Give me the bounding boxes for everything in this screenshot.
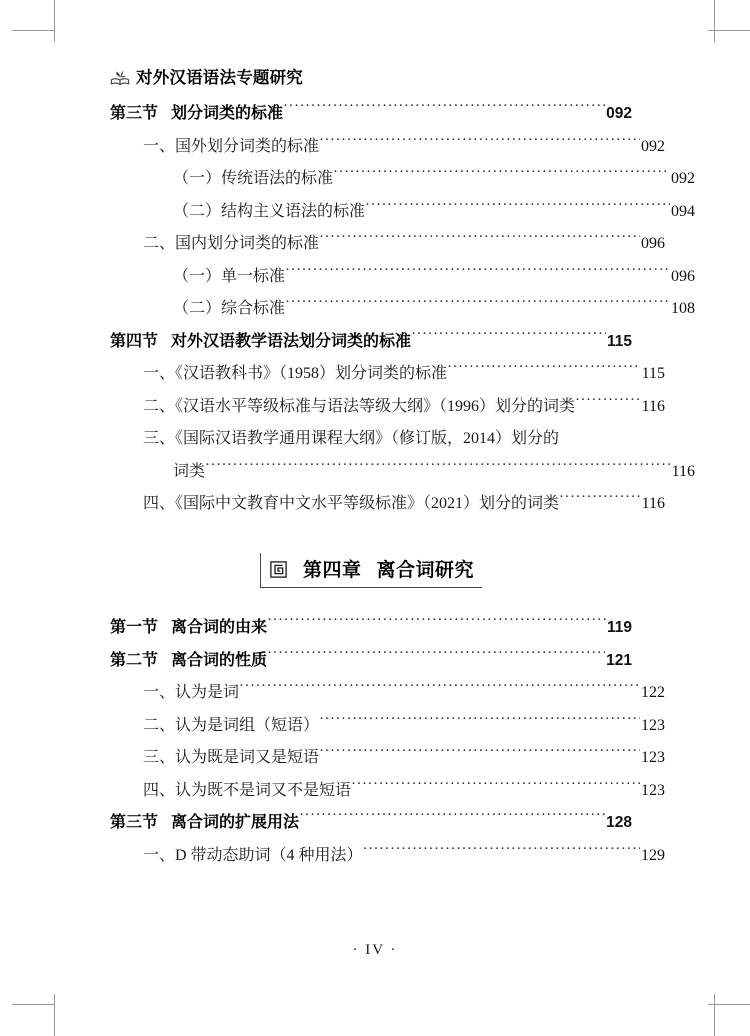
toc-leader-dots <box>365 200 670 216</box>
toc-entry-label <box>143 712 319 735</box>
toc-leader-dots <box>267 616 606 632</box>
toc-entry[interactable] <box>143 490 665 513</box>
toc-entry-label <box>143 133 319 156</box>
toc-entry-page-number: 092 <box>606 105 632 122</box>
toc-entry-page-number: 115 <box>641 365 665 382</box>
toc-entry-title: 三、《国际汉语教学通用课程大纲》（修订版，2014）划分的 <box>143 430 560 447</box>
toc-entry-title: （一）单一标准 <box>173 267 286 285</box>
toc-entry-title: 划分词类的标准 <box>171 105 284 122</box>
toc-entry-label <box>110 809 299 832</box>
crop-mark-top-left-horizontal <box>12 30 54 31</box>
toc-entry-section-number: 第二节 <box>110 651 159 669</box>
toc-leader-dots <box>283 102 605 118</box>
toc-leader-dots <box>267 649 605 665</box>
toc-entry-page-number: 123 <box>641 781 665 799</box>
crop-mark-top-left-vertical <box>54 0 55 42</box>
toc-entry-page-number: 128 <box>606 814 632 831</box>
toc-entry-title: （二）结构主义语法的标准 <box>173 202 366 220</box>
crop-mark-bottom-left-horizontal <box>12 1004 54 1005</box>
toc-entry-title: 离合词的性质 <box>171 651 268 669</box>
toc-entry[interactable] <box>143 360 665 383</box>
open-book-leaf-icon <box>110 67 131 87</box>
toc-entry-label <box>173 165 333 188</box>
toc-entry[interactable] <box>143 842 665 865</box>
square-spiral-ornament-icon <box>270 561 287 578</box>
toc-entry-label <box>143 425 559 448</box>
toc-leader-dots <box>285 297 670 313</box>
toc-entry[interactable] <box>173 263 695 286</box>
toc-entry-page-number: 092 <box>641 137 665 155</box>
toc-entry-page-number: 096 <box>641 235 665 252</box>
toc-leader-dots <box>333 167 670 183</box>
running-header-title: 对外汉语语法专题研究 <box>136 68 303 87</box>
toc-entry-label <box>143 360 447 383</box>
toc-entry[interactable] <box>143 777 665 800</box>
crop-mark-bottom-left-vertical <box>54 994 55 1036</box>
toc-leader-dots <box>299 811 605 827</box>
toc-entry-page-number: 123 <box>641 749 665 766</box>
toc-entry-section-number: 第四节 <box>110 332 159 350</box>
crop-mark-bottom-right-vertical <box>714 994 715 1036</box>
toc-entry-page-number: 115 <box>606 332 632 350</box>
toc-entry[interactable] <box>143 393 665 416</box>
toc-entry-label <box>143 679 239 702</box>
chapter-banner <box>110 553 632 588</box>
toc-entry-label <box>173 263 285 286</box>
toc-leader-dots <box>411 330 606 346</box>
toc-entry[interactable] <box>173 295 695 318</box>
toc-entry-title: 词类 <box>173 462 206 480</box>
toc-entry-label <box>110 100 283 123</box>
toc-entry-page-number: 123 <box>641 716 665 734</box>
toc-entry-label <box>173 458 205 481</box>
toc-entry[interactable] <box>143 230 665 253</box>
toc-entry-title: 对外汉语教学语法划分词类的标准 <box>171 332 412 350</box>
toc-entry-title: 一、国外划分词类的标准 <box>143 137 320 155</box>
toc-entry-page-number: 122 <box>641 684 665 701</box>
toc-entry-page-number: 096 <box>671 267 695 285</box>
toc-entry-page-number: 108 <box>671 300 695 317</box>
crop-mark-bottom-right-horizontal <box>708 1004 750 1005</box>
toc-leader-dots <box>447 362 641 378</box>
toc-leader-dots <box>319 746 640 762</box>
toc-entry-label <box>143 842 363 865</box>
toc-entry[interactable] <box>143 679 665 702</box>
toc-entry[interactable] <box>173 198 695 221</box>
chapter-title <box>303 555 474 582</box>
toc-entry-label <box>173 295 285 318</box>
toc-entry-title: 离合词的扩展用法 <box>171 814 300 831</box>
toc-entry-title: 四、《国际中文教育中文水平等级标准》（2021）划分的词类 <box>143 495 560 512</box>
toc-entry[interactable] <box>110 647 632 670</box>
crop-mark-top-right-horizontal <box>708 30 750 31</box>
chapter-name: 离合词研究 <box>376 560 475 581</box>
toc-entry-label <box>143 230 319 253</box>
page-body <box>110 60 695 980</box>
toc-entry[interactable] <box>143 712 665 735</box>
toc-entry-title: 离合词的由来 <box>171 619 268 636</box>
toc-entry-title: 二、国内划分词类的标准 <box>143 235 320 252</box>
toc-leader-dots <box>205 460 671 476</box>
page-number-folio: · IV · <box>352 942 398 958</box>
toc-entry-title: 一、D 带动态助词（4 种用法） <box>143 846 363 864</box>
toc-leader-dots <box>363 844 640 860</box>
toc-entry-title: （二）综合标准 <box>173 300 286 317</box>
running-header <box>110 60 632 86</box>
chapter-banner-box <box>260 553 482 588</box>
toc-entry-label <box>143 777 351 800</box>
toc-entry[interactable] <box>173 458 695 481</box>
toc-entry-page-number: 119 <box>606 619 632 636</box>
toc-entry-label <box>143 490 559 513</box>
toc-leader-dots <box>559 427 664 443</box>
toc-entry[interactable] <box>110 809 632 832</box>
toc-entry-page-number: 116 <box>641 397 665 415</box>
toc-entry-label <box>173 198 365 221</box>
toc-entry[interactable] <box>143 425 665 448</box>
toc-entry[interactable] <box>110 328 632 351</box>
toc-entry-page-number: 116 <box>671 462 695 480</box>
crop-mark-top-right-vertical <box>714 0 715 42</box>
toc-entry-section-number: 第一节 <box>110 619 159 636</box>
toc-entry-title: 四、认为既不是词又不是短语 <box>143 781 352 799</box>
toc-leader-dots <box>559 492 641 508</box>
toc-leader-dots <box>319 714 640 730</box>
toc-entry-title: 一、认为是词 <box>143 684 240 701</box>
toc-section-after-chapter <box>110 614 665 865</box>
toc-entry[interactable] <box>173 165 695 188</box>
toc-entry-page-number: 092 <box>671 170 695 187</box>
toc-entry-page-number: 094 <box>671 202 695 220</box>
toc-entry-title: 一、《汉语教科书》（1958）划分词类的标准 <box>143 365 448 382</box>
toc-entry[interactable] <box>110 100 632 123</box>
toc-entry[interactable] <box>143 133 665 156</box>
toc-entry-page-number: 116 <box>641 495 665 512</box>
toc-leader-dots <box>239 681 640 697</box>
toc-leader-dots <box>575 395 641 411</box>
toc-entry-page-number: 121 <box>606 651 632 669</box>
toc-section-before-chapter <box>110 100 695 513</box>
toc-entry-page-number: 129 <box>641 846 665 864</box>
toc-entry-label <box>143 393 575 416</box>
toc-entry-label <box>110 328 411 351</box>
toc-leader-dots <box>351 779 640 795</box>
toc-entry-title: 二、《汉语水平等级标准与语法等级大纲》（1996）划分的词类 <box>143 397 576 415</box>
toc-leader-dots <box>285 265 670 281</box>
toc-entry-section-number: 第三节 <box>110 814 159 831</box>
toc-entry-label <box>110 614 267 637</box>
toc-entry-title: 三、认为既是词又是短语 <box>143 749 320 766</box>
toc-entry-title: 二、认为是词组（短语） <box>143 716 320 734</box>
toc-entry-section-number: 第三节 <box>110 105 159 122</box>
toc-entry[interactable] <box>110 614 632 637</box>
chapter-number: 第四章 <box>302 560 362 581</box>
toc-leader-dots <box>319 232 640 248</box>
toc-entry-label <box>110 647 267 670</box>
toc-entry[interactable] <box>143 744 665 767</box>
toc-entry-label <box>143 744 319 767</box>
toc-leader-dots <box>319 135 640 151</box>
toc-entry-title: （一）传统语法的标准 <box>173 170 334 187</box>
